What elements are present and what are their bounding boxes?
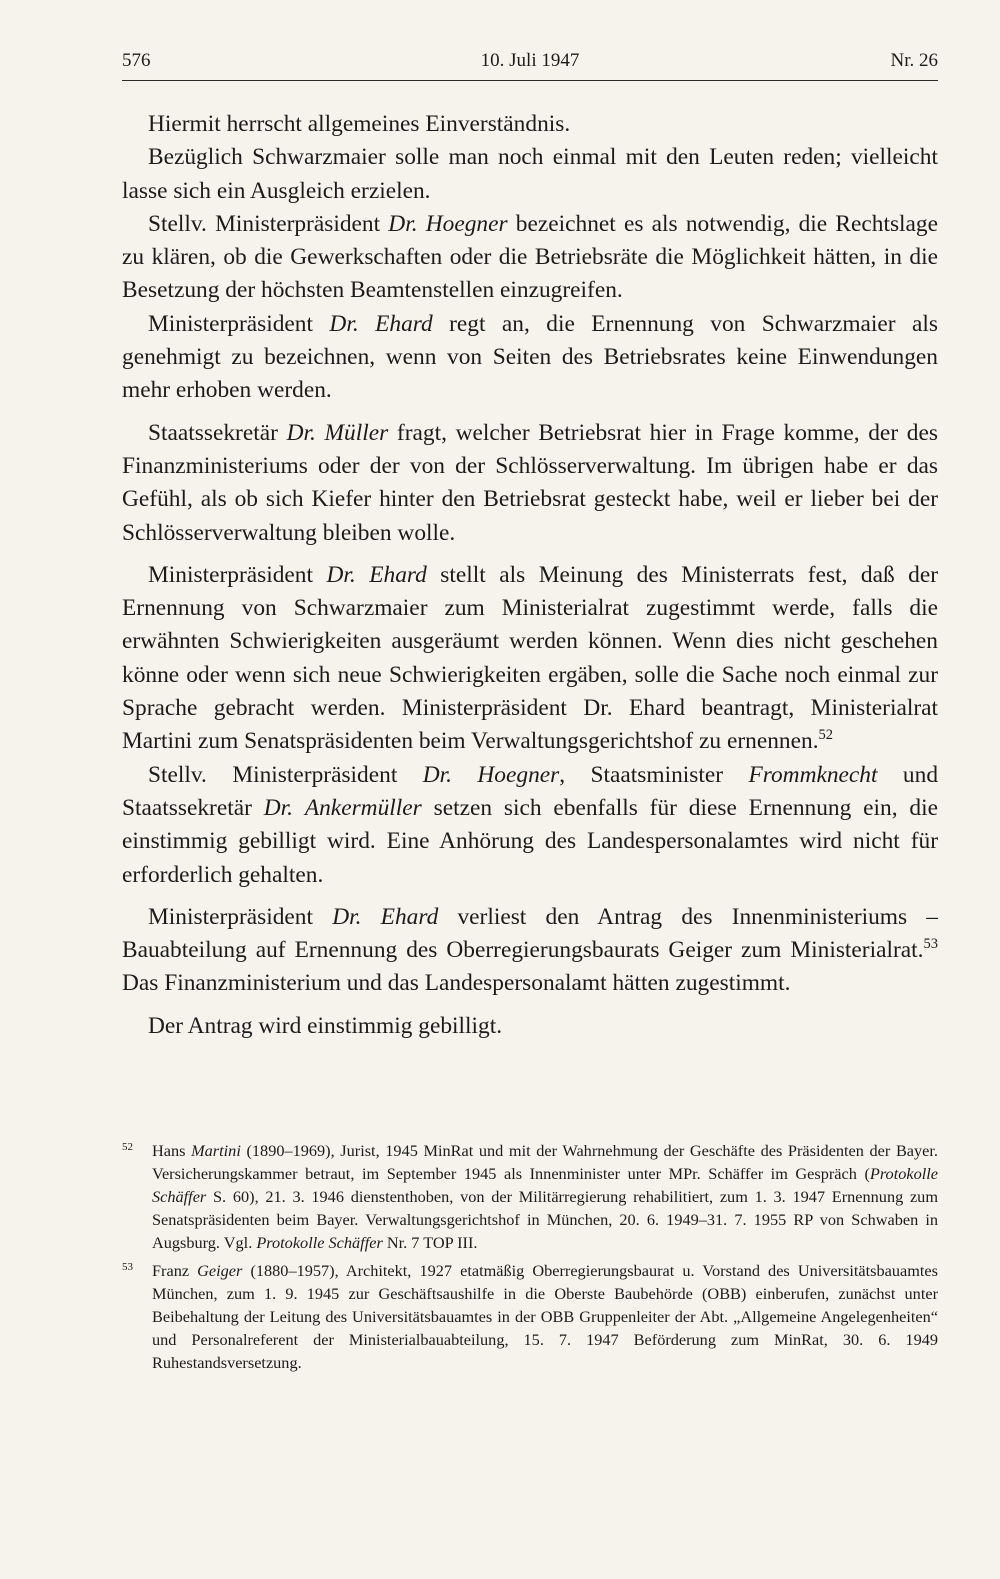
citation: Protokolle Schäffer (256, 1233, 383, 1252)
person-name: Ehard (375, 310, 433, 337)
person-name: Hoegner (425, 210, 508, 237)
paragraph: Hiermit herrscht allgemeines Einverständnis. (148, 111, 571, 137)
header-rule (122, 80, 938, 81)
person-name: Frommknecht (748, 761, 878, 788)
person-name: Martini (191, 1141, 241, 1160)
paragraph: Ministerpräsident Dr. Ehard regt an, die Ernennung von Schwarzmaier als genehmigt zu bezeichnen, wenn von Seiten des Betriebsrates keine Einwendungen mehr erhoben werden. (122, 310, 938, 404)
footnotes (122, 1139, 938, 1379)
page-number: 576 (122, 50, 151, 71)
person-name: Müller (324, 419, 389, 446)
paragraph: Der Antrag wird einstimmig gebilligt. (148, 1012, 503, 1039)
paragraph: Ministerpräsident Dr. Ehard verliest den Antrag des Innenministeriums – Bauabteilung auf Ernennung des Oberregierungsbaurats Geiger zum Ministerialrat.$^{53}$ Das Finanzministerium und das Landespersonalamt hätten zugestimmt. (122, 903, 938, 997)
paragraph: Ministerpräsident Dr. Ehard stellt als Meinung des Ministerrats fest, daß der Ernennung von Schwarzmaier zum Ministerialrat zugestimmt werde, falls die erwähnten Schwierigkeiten ausgeräumt werden können. Wenn dies nicht geschehen könne oder wenn sich neue Schwierigkeiten ergäben, solle die Sache noch einmal zur Sprache gebracht werden. Ministerpräsident Dr. Ehard beantragt, Ministerialrat Martini zum Senatspräsidenten beim Verwaltungsgerichtshof zu ernennen.$^{52}$ (122, 561, 938, 755)
footnote-number: 52 (122, 1141, 133, 1153)
person-name: Geiger (197, 1261, 243, 1280)
person-name: Ehard (369, 561, 427, 588)
paragraph: Stellv. Ministerpräsident Dr. Hoegner bezeichnet es als notwendig, die Rechtslage zu klären, ob die Gewerkschaften oder die Betriebsräte die Möglichkeit hätten, in die Besetzung der höchsten Beamtenstellen einzugreifen. (122, 210, 938, 304)
paragraph: Staatssekretär Dr. Müller fragt, welcher Betriebsrat hier in Frage komme, der des Finanzministeriums oder der von der Schlösserverwaltung. Im übrigen habe er das Gefühl, als ob sich Kiefer hinter den Betriebsrat gesteckt habe, weil er lieber bei der Schlösserverwaltung bleiben wolle. (122, 419, 938, 546)
main-text (122, 108, 938, 1043)
citation: Protokolle Schäffer (152, 1164, 938, 1206)
person-name: Ehard (380, 903, 439, 930)
issue-number: Nr. 26 (890, 50, 938, 71)
footnote-ref: 53 (923, 936, 938, 953)
header-date: 10. Juli 1947 (480, 50, 580, 71)
footnote-ref: 52 (818, 727, 834, 744)
footnote: 53 Franz Geiger (1880–1957), Architekt, 1927 etatmäßig Oberregierungsbaurat u. Vorstand des Universitätsbauamtes München, zum 1. 9. 1945 zur Geschäftsaushilfe in die Oberste Baubehörde (OBB) einberufen, zunächst unter Beibehaltung der Leitung des Universitätsbauamtes in der OBB Gruppenleiter der Abt. „Allgemeine Angelegenheiten“ und Personalreferent der Ministerialbauabteilung, 15. 7. 1947 Beförderung zum MinRat, 30. 6. 1949 Ruhestandsversetzung. (122, 1261, 938, 1372)
footnote: 52 Hans Martini (1890–1969), Jurist, 1945 MinRat und mit der Wahrnehmung der Geschäfte des Präsidenten der Bayer. Versicherungskammer betraut, im September 1945 als Innenminister unter MPr. Schäffer im Gespräch (Protokolle Schäffer S. 60), 21. 3. 1946 dienstenthoben, von der Militärregierung rehabilitiert, zum 1. 3. 1947 Ernennung zum Senatspräsidenten beim Bayer. Verwaltungsgerichtshof in München, 20. 6. 1949–31. 7. 1955 RP von Schwaben in Augsburg. Vgl. Protokolle Schäffer Nr. 7 TOP III. (122, 1141, 938, 1252)
footnote-number: 53 (122, 1261, 133, 1273)
paragraph: Stellv. Ministerpräsident Dr. Hoegner, Staatsminister Frommknecht und Staatssekretär Dr. Ankermüller setzen sich ebenfalls für diese Ernennung ein, die einstimmig gebilligt wird. Eine Anhörung des Landespersonalamtes wird nicht für erforderlich gehalten. (122, 761, 939, 888)
person-name: Ankermüller (304, 794, 422, 821)
running-header (122, 46, 938, 76)
person-name: Hoegner (477, 761, 560, 788)
paragraph: Bezüglich Schwarzmaier solle man noch einmal mit den Leuten reden; vielleicht lasse sich ein Ausgleich erzielen. (122, 144, 938, 204)
